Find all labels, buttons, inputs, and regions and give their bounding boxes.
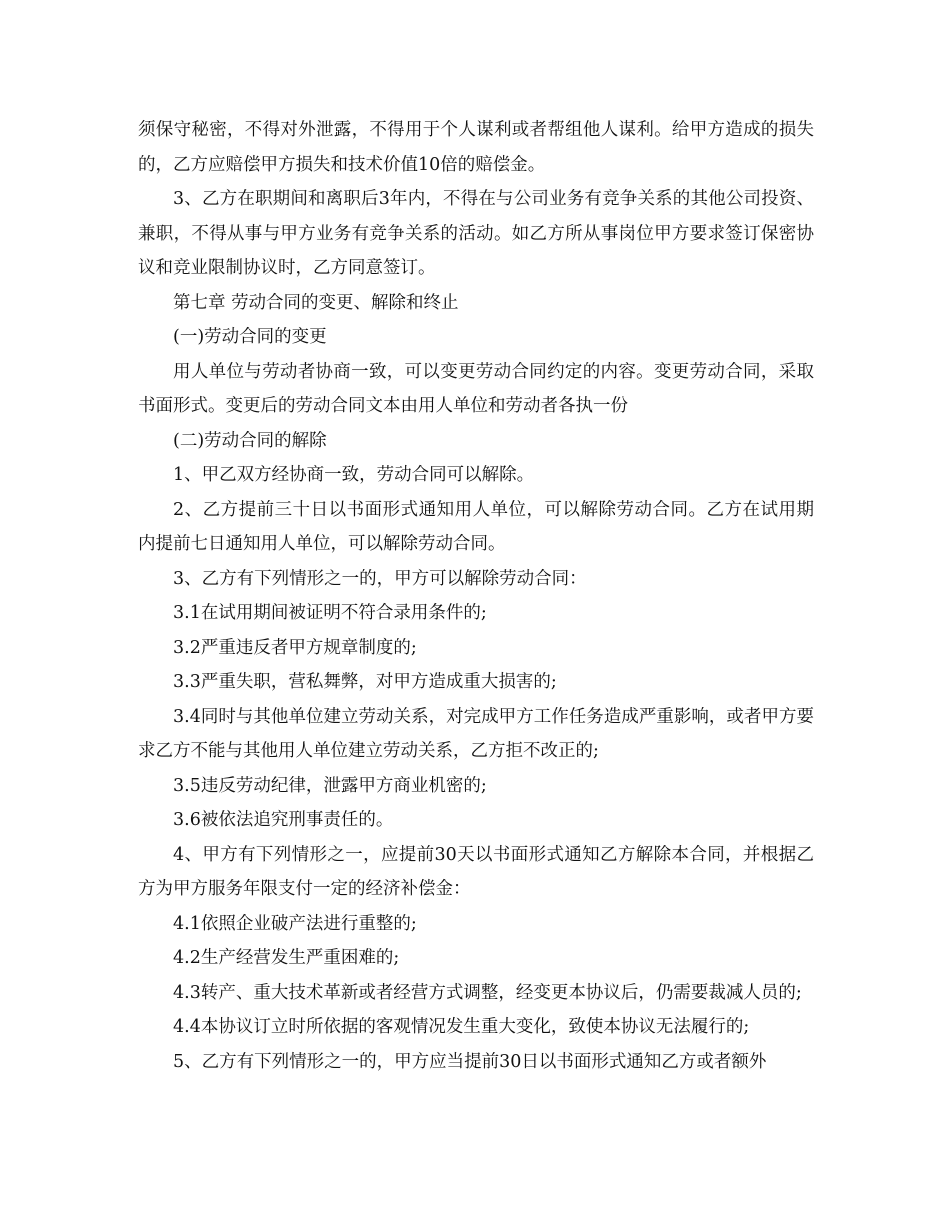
section-heading: (一)劳动合同的变更: [173, 327, 327, 347]
list-item: 4.2生产经营发生严重困难的;: [173, 948, 400, 968]
chapter-heading: 第七章 劳动合同的变更、解除和终止: [173, 292, 459, 313]
list-item: 3.4同时与其他单位建立劳动关系，对完成甲方工作任务造成严重影响，或者甲方要求乙方不能与其他用人单位建立劳动关系，乙方拒不改正的;: [138, 706, 814, 761]
paragraph: 2、乙方提前三十日以书面形式通知用人单位，可以解除劳动合同。乙方在试用期内提前七日通知用人单位，可以解除劳动合同。: [138, 499, 814, 554]
document-body: [138, 113, 814, 1079]
paragraph: 用人单位与劳动者协商一致，可以变更劳动合同约定的内容。变更劳动合同，采取书面形式。变更后的劳动合同文本由用人单位和劳动者各执一份: [138, 361, 814, 416]
list-item: 4.1依照企业破产法进行重整的;: [173, 913, 417, 934]
list-item: 3.5违反劳动纪律，泄露甲方商业机密的;: [173, 775, 487, 796]
section-heading: (二)劳动合同的解除: [173, 430, 327, 451]
paragraph: 3、乙方在职期间和离职后3年内，不得在与公司业务有竞争关系的其他公司投资、兼职，不得从事与甲方业务有竞争关系的活动。如乙方所从事岗位甲方要求签订保密协议和竞业限制协议时，乙方同意签订。: [138, 189, 814, 278]
paragraph: 5、乙方有下列情形之一的，甲方应当提前30日以书面形式通知乙方或者额外: [173, 1051, 767, 1072]
paragraph: 4、甲方有下列情形之一，应提前30天以书面形式通知乙方解除本合同，并根据乙方为甲方服务年限支付一定的经济补偿金：: [138, 844, 814, 899]
paragraph: 1、甲乙双方经协商一致，劳动合同可以解除。: [173, 465, 535, 485]
paragraph: 须保守秘密，不得对外泄露，不得用于个人谋利或者帮组他人谋利。给甲方造成的损失的，乙方应赔偿甲方损失和技术价值10倍的赔偿金。: [138, 120, 814, 175]
list-item: 3.1在试用期间被证明不符合录用条件的;: [173, 603, 487, 623]
list-item: 3.3严重失职，营私舞弊，对甲方造成重大损害的;: [173, 672, 557, 692]
list-item: 3.6被依法追究刑事责任的。: [173, 810, 394, 830]
list-item: 4.4本协议订立时所依据的客观情况发生重大变化，致使本协议无法履行的;: [173, 1017, 750, 1037]
list-item: 3.2严重违反者甲方规章制度的;: [173, 637, 417, 658]
paragraph: 3、乙方有下列情形之一的，甲方可以解除劳动合同：: [173, 568, 587, 589]
list-item: 4.3转产、重大技术革新或者经营方式调整，经变更本协议后，仍需要裁减人员的;: [173, 982, 802, 1003]
